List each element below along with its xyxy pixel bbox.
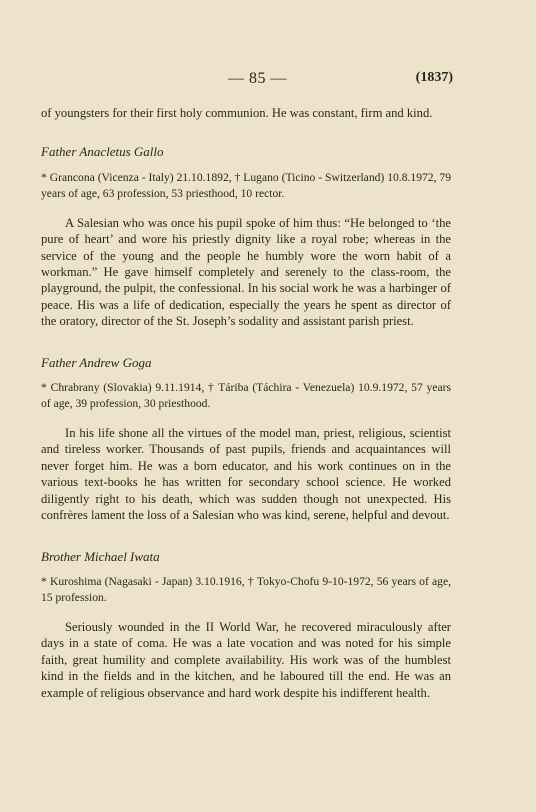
entry-name: Father Andrew Goga — [41, 354, 152, 370]
page-header — [0, 70, 536, 90]
page-content — [41, 105, 451, 726]
continued-paragraph: of youngsters for their first holy communion. He was constant, firm and kind. — [41, 106, 433, 120]
entry-dates: * Chrabrany (Slovakia) 9.11.1914, † Táriba (Táchira - Venezuela) 10.9.1972, 57 years of age, 39 profession, 30 priesthood. — [41, 381, 451, 411]
entry-dates: * Grancona (Vicenza - Italy) 21.10.1892, † Lugano (Ticino - Switzerland) 10.8.1972, 79 years of age, 63 profession, 53 priesthood, 10 rector. — [41, 170, 451, 200]
entry-body: Seriously wounded in the II World War, he recovered miraculously after days in a state of coma. He was a late vocation and was noted for his simple faith, great humility and complete availability. His work was of the humblest kind in the fields and in the kitchen, and he laboured till the end. He was an example of religious observance and hard work despite his indifferent health. — [41, 619, 451, 700]
entry-dates: * Kuroshima (Nagasaki - Japan) 3.10.1916, † Tokyo-Chofu 9-10-1972, 56 years of age, 15 profession. — [41, 574, 451, 604]
entry-name: Father Anacletus Gallo — [41, 144, 164, 160]
page-number: — 85 — — [228, 70, 287, 87]
entry-body: A Salesian who was once his pupil spoke of him thus: “He belonged to ‘the pure of heart’ and wore his priestly dignity like a royal robe; whereas in the service of the young and the people he humbly wore the worn habit of a workman.” He gave himself completely and serenely to the class-room, the playground, the pulpit, the confessional. In his social work he was a harbinger of peace. His was a life of dedication, especially the years he spent as director of the oratory, director of the St. Joseph’s sodality and assistant parish priest. — [41, 215, 451, 329]
entry-body: In his life shone all the virtues of the model man, priest, religious, scientist and tireless worker. Thousands of past pupils, friends and acquaintances will never forget him. He was a born educator, and his work continues on in the various text-books he has written for secondary school science. He worked diligently right to his death, which was sudden though not unexpected. His confrères lament the loss of a Salesian who was kind, serene, helpful and devout. — [41, 426, 451, 523]
running-page-number: (1837) — [415, 70, 453, 85]
obituary-entry — [41, 355, 451, 524]
obituary-entry — [41, 144, 451, 329]
obituary-entry — [41, 549, 451, 701]
entry-name: Brother Michael Iwata — [41, 548, 160, 564]
